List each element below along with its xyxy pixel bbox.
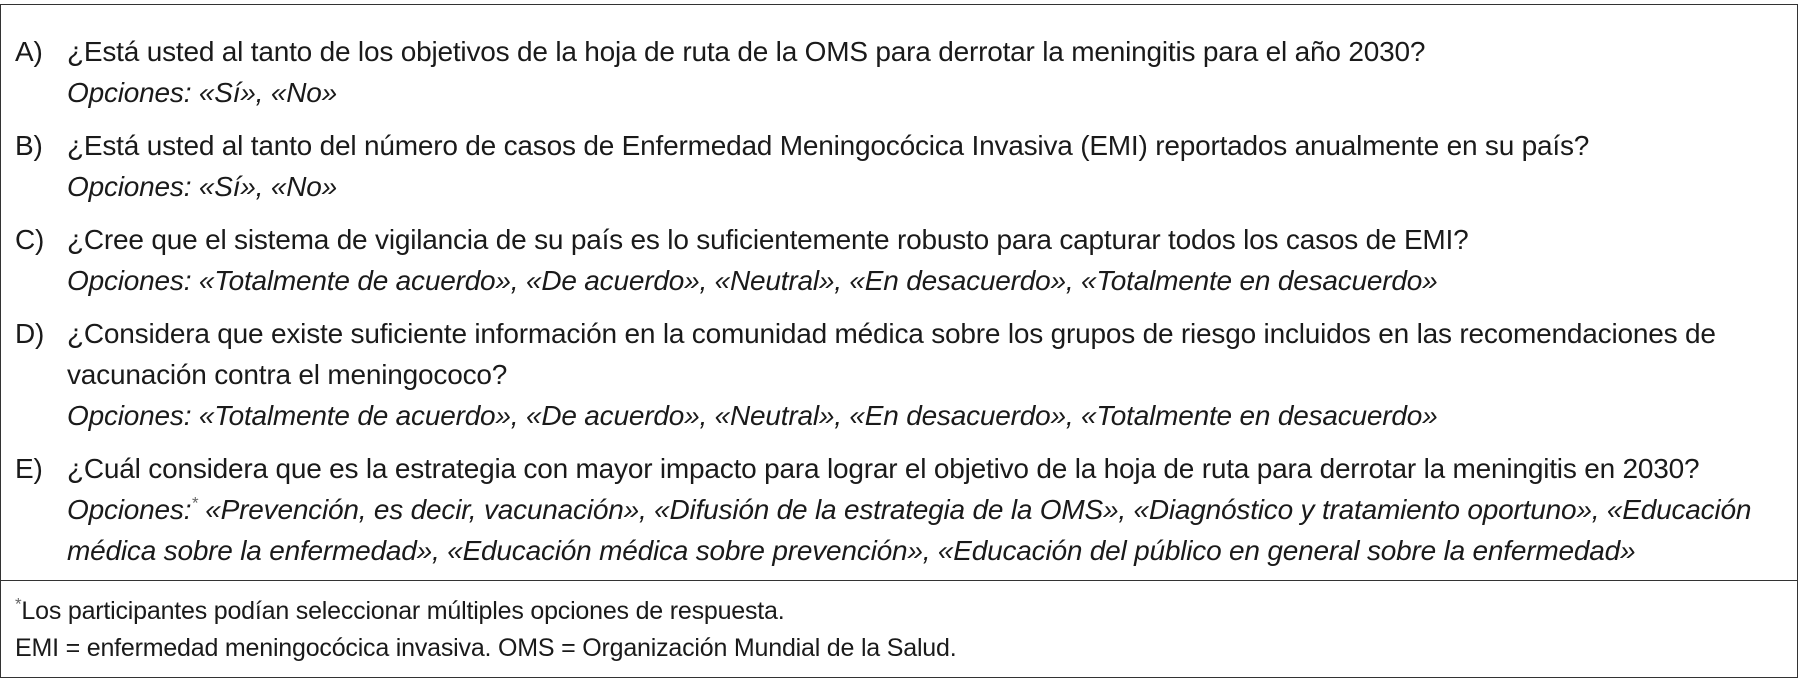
question-text: ¿Cuál considera que es la estrategia con mayor impacto para lograr el objetivo de la hoja de ruta para derrotar la meningitis en 2030? — [67, 453, 1700, 484]
question-text: ¿Cree que el sistema de vigilancia de su país es lo suficientemente robusto para capturar todos los casos de EMI? — [67, 224, 1469, 255]
options-values: «Totalmente de acuerdo», «De acuerdo», «Neutral», «En desacuerdo», «Totalmente en desacuerdo» — [198, 265, 1438, 296]
question-text: ¿Está usted al tanto de los objetivos de la hoja de ruta de la OMS para derrotar la meningitis para el año 2030? — [67, 36, 1426, 67]
question-a — [1, 31, 1797, 113]
question-options — [67, 489, 1777, 571]
options-values: «Sí», «No» — [198, 77, 337, 108]
question-c — [1, 219, 1797, 301]
question-text: ¿Considera que existe suficiente información en la comunidad médica sobre los grupos de riesgo incluidos en las recomendaciones de vacunación contra el meningococo? — [67, 318, 1716, 390]
options-label: Opciones: — [67, 400, 192, 431]
footnotes-section — [1, 581, 1797, 667]
question-letter: B) — [15, 130, 43, 161]
question-letter: C) — [15, 224, 45, 255]
multi-select-marker: * — [191, 493, 198, 513]
question-b — [1, 125, 1797, 207]
question-text: ¿Está usted al tanto del número de casos de Enfermedad Meningocócica Invasiva (EMI) reportados anualmente en su país? — [67, 130, 1590, 161]
questions-section — [1, 5, 1797, 581]
question-options — [67, 260, 1777, 301]
questionnaire-table — [0, 4, 1798, 678]
question-options — [67, 72, 1777, 113]
footnote-marker: * — [15, 594, 22, 614]
options-label: Opciones: — [67, 494, 192, 525]
options-label: Opciones: — [67, 77, 192, 108]
options-values: «Prevención, es decir, vacunación», «Difusión de la estrategia de la OMS», «Diagnóstico y tratamiento oportuno», «Educación médica sobre la enfermedad», «Educación médica sobre prevención», «Educación del público en general sobre la enfermedad» — [67, 494, 1752, 566]
question-letter: E) — [15, 453, 43, 484]
options-label: Opciones: — [67, 171, 192, 202]
question-options — [67, 395, 1777, 436]
question-d — [1, 313, 1797, 436]
question-letter: D) — [15, 318, 45, 349]
options-values: «Totalmente de acuerdo», «De acuerdo», «Neutral», «En desacuerdo», «Totalmente en desacuerdo» — [198, 400, 1438, 431]
question-letter: A) — [15, 36, 43, 67]
footnote-abbreviations: EMI = enfermedad meningocócica invasiva. OMS = Organización Mundial de la Salud. — [15, 634, 957, 662]
question-e — [1, 448, 1797, 571]
question-options — [67, 166, 1777, 207]
footnote-multi-text: Los participantes podían seleccionar múltiples opciones de respuesta. — [21, 597, 785, 625]
options-values: «Sí», «No» — [198, 171, 337, 202]
options-label: Opciones: — [67, 265, 192, 296]
footnote-multi-select — [15, 593, 1797, 630]
